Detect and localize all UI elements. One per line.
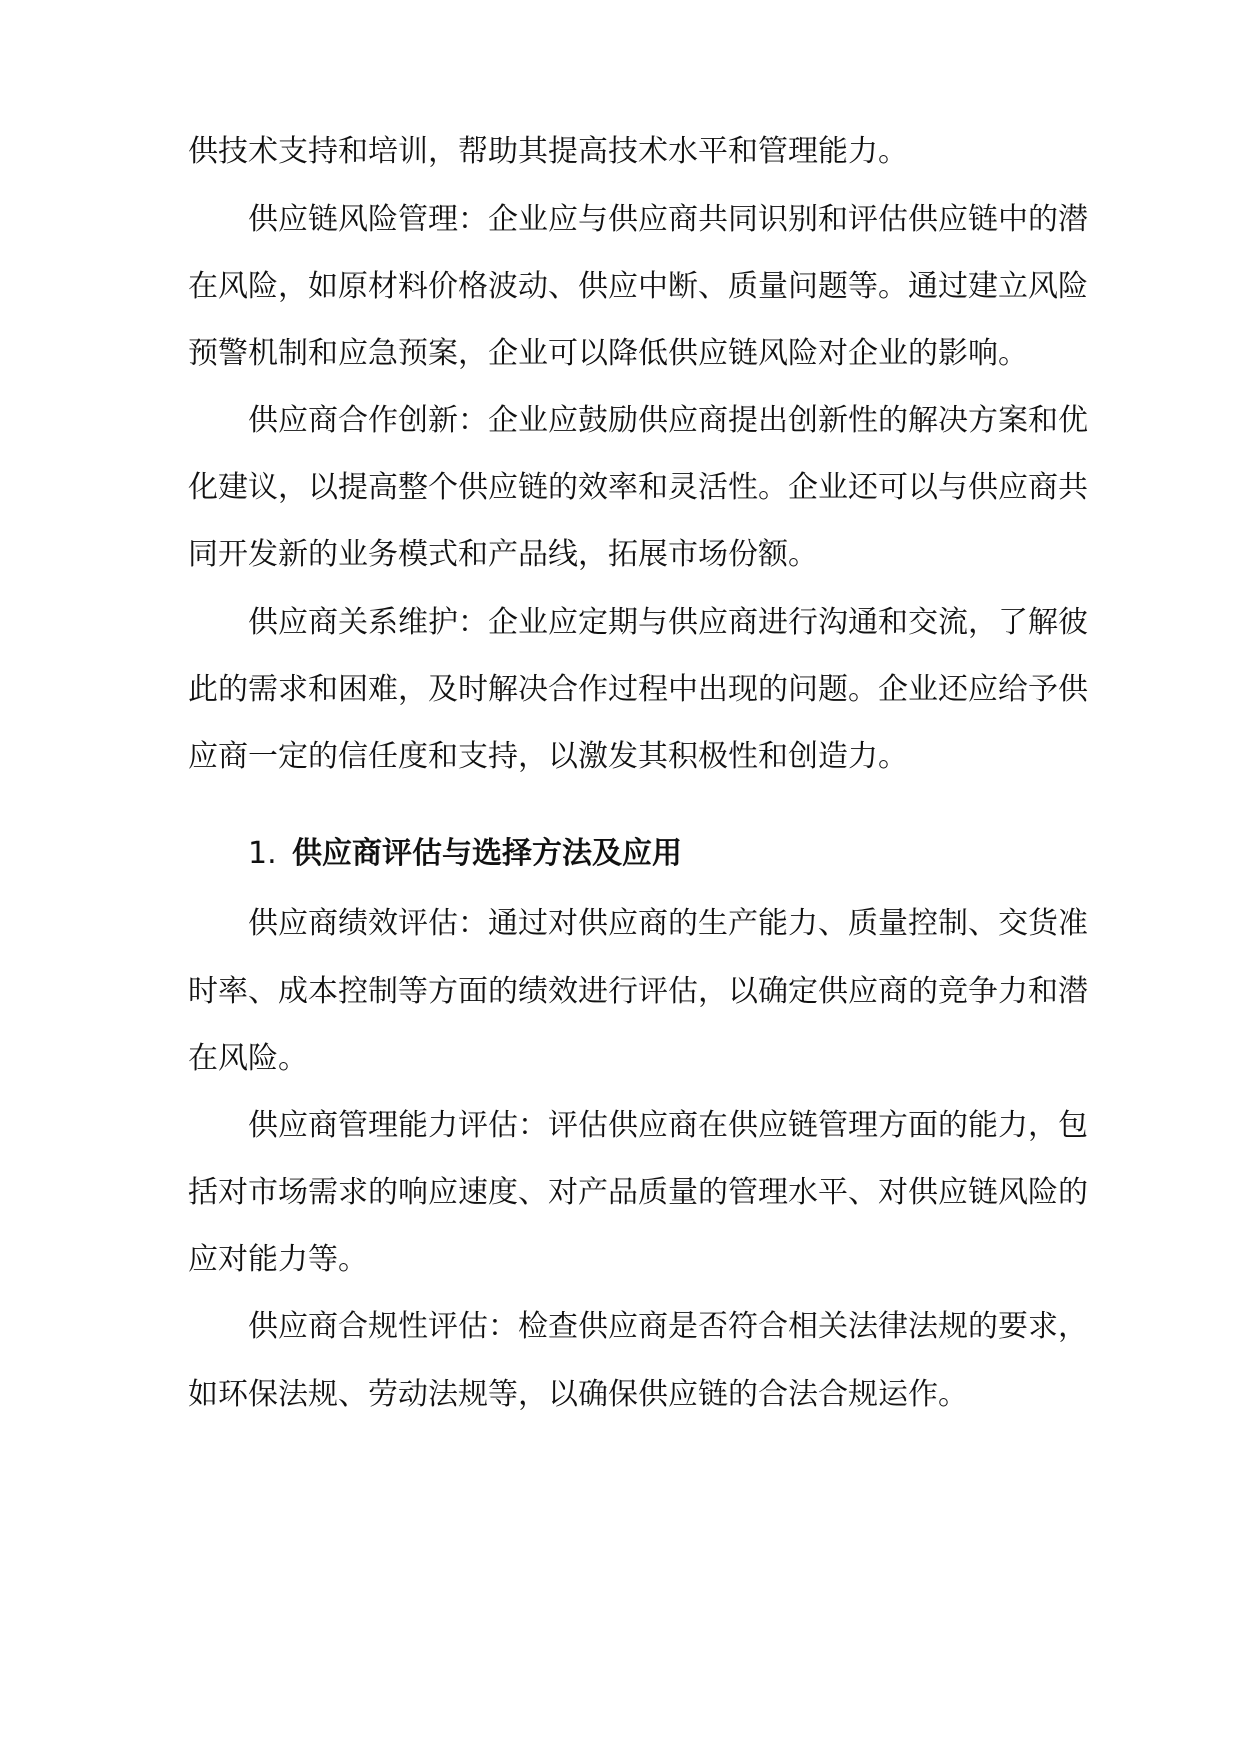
text-line: 预警机制和应急预案，企业可以降低供应链风险对企业的影响。 — [188, 336, 1028, 371]
text-line: 化建议，以提高整个供应链的效率和灵活性。企业还可以与供应商共 — [188, 470, 1088, 505]
paragraph-first-line: 供应商管理能力评估：评估供应商在供应链管理方面的能力，包 — [248, 1108, 1088, 1143]
text-line: 供技术支持和培训，帮助其提高技术水平和管理能力。 — [188, 134, 908, 169]
section-heading — [248, 834, 682, 874]
text-line: 应商一定的信任度和支持，以激发其积极性和创造力。 — [188, 739, 908, 774]
text-line: 此的需求和困难，及时解决合作过程中出现的问题。企业还应给予供 — [188, 672, 1088, 707]
paragraph-first-line: 供应商合作创新：企业应鼓励供应商提出创新性的解决方案和优 — [248, 403, 1088, 438]
text-line: 同开发新的业务模式和产品线，拓展市场份额。 — [188, 537, 818, 572]
paragraph-first-line: 供应链风险管理：企业应与供应商共同识别和评估供应链中的潜 — [248, 202, 1088, 237]
text-line: 括对市场需求的响应速度、对产品质量的管理水平、对供应链风险的 — [188, 1175, 1088, 1210]
section-number: 1. — [248, 836, 277, 871]
paragraph-first-line: 供应商绩效评估：通过对供应商的生产能力、质量控制、交货准 — [248, 906, 1088, 941]
text-line: 在风险，如原材料价格波动、供应中断、质量问题等。通过建立风险 — [188, 269, 1088, 304]
text-line: 在风险。 — [188, 1041, 308, 1076]
text-line: 时率、成本控制等方面的绩效进行评估，以确定供应商的竞争力和潜 — [188, 974, 1088, 1009]
paragraph-first-line: 供应商合规性评估：检查供应商是否符合相关法律法规的要求， — [248, 1309, 1088, 1344]
paragraph-first-line: 供应商关系维护：企业应定期与供应商进行沟通和交流，了解彼 — [248, 605, 1088, 640]
section-title: 供应商评估与选择方法及应用 — [292, 836, 682, 871]
text-line: 如环保法规、劳动法规等，以确保供应链的合法合规运作。 — [188, 1377, 968, 1412]
text-line: 应对能力等。 — [188, 1242, 368, 1277]
